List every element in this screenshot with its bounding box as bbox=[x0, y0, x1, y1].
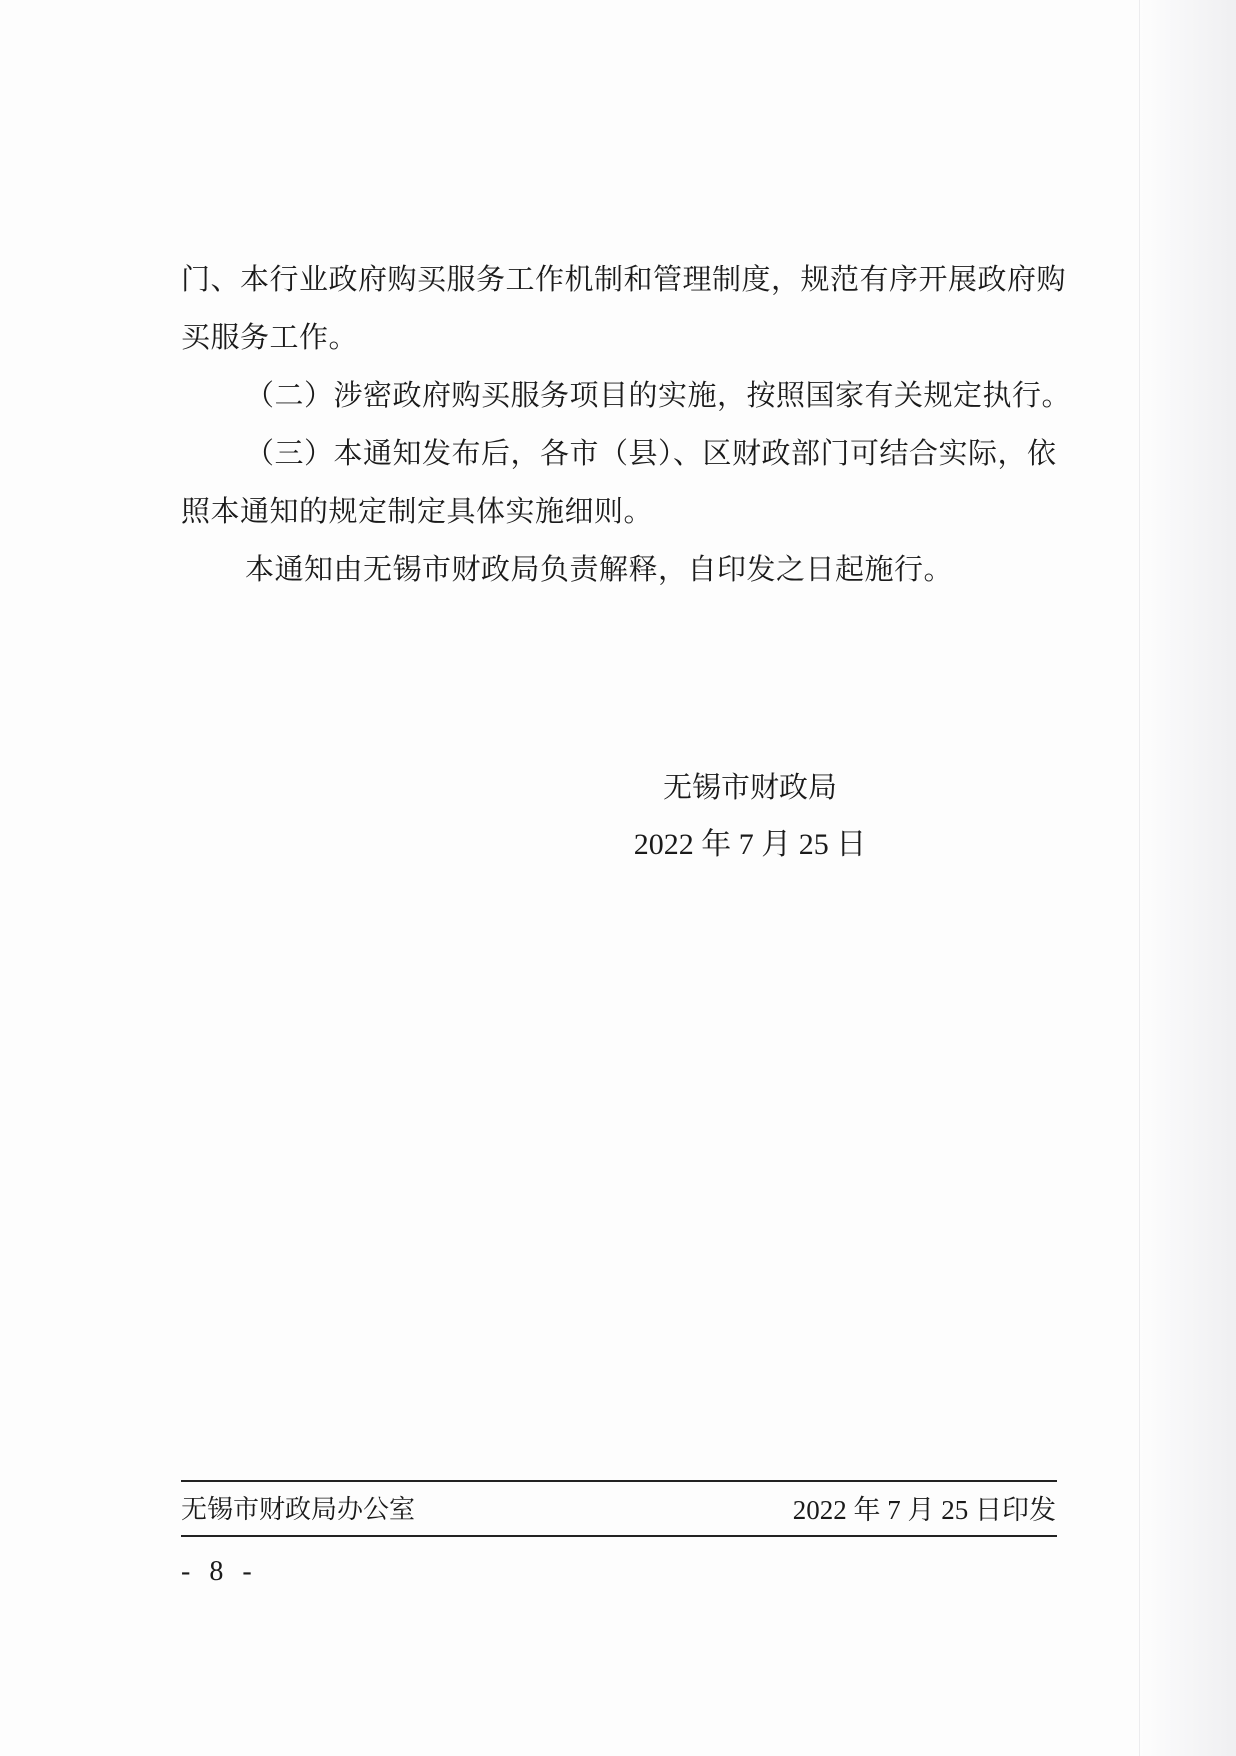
footer-issue-date: 2022 年 7 月 25 日印发 bbox=[792, 1495, 1056, 1525]
paragraph-closing: 本通知由无锡市财政局负责解释，自印发之日起施行。 bbox=[245, 552, 954, 586]
paragraph-item-two: （二）涉密政府购买服务项目的实施，按照国家有关规定执行。 bbox=[245, 378, 1072, 412]
paragraph-item-three: （三）本通知发布后，各市（县）、区财政部门可结合实际，依照本通知的规定制定具体实施细则。 bbox=[181, 436, 1057, 528]
footer-rule-bottom bbox=[181, 1535, 1057, 1537]
signature-organization: 无锡市财政局 bbox=[662, 770, 837, 804]
footer-issuer: 无锡市财政局办公室 bbox=[181, 1495, 416, 1525]
footer-rule-top bbox=[181, 1480, 1057, 1482]
page-number: - 8 - bbox=[181, 1556, 258, 1587]
signature-block bbox=[580, 758, 920, 874]
signature-date: 2022 年 7 月 25 日 bbox=[633, 828, 867, 861]
scan-edge-shadow bbox=[1139, 0, 1236, 1756]
body-text bbox=[181, 250, 1081, 598]
paragraph-continuation: 门、本行业政府购买服务工作机制和管理制度，规范有序开展政府购买服务工作。 bbox=[181, 262, 1067, 354]
